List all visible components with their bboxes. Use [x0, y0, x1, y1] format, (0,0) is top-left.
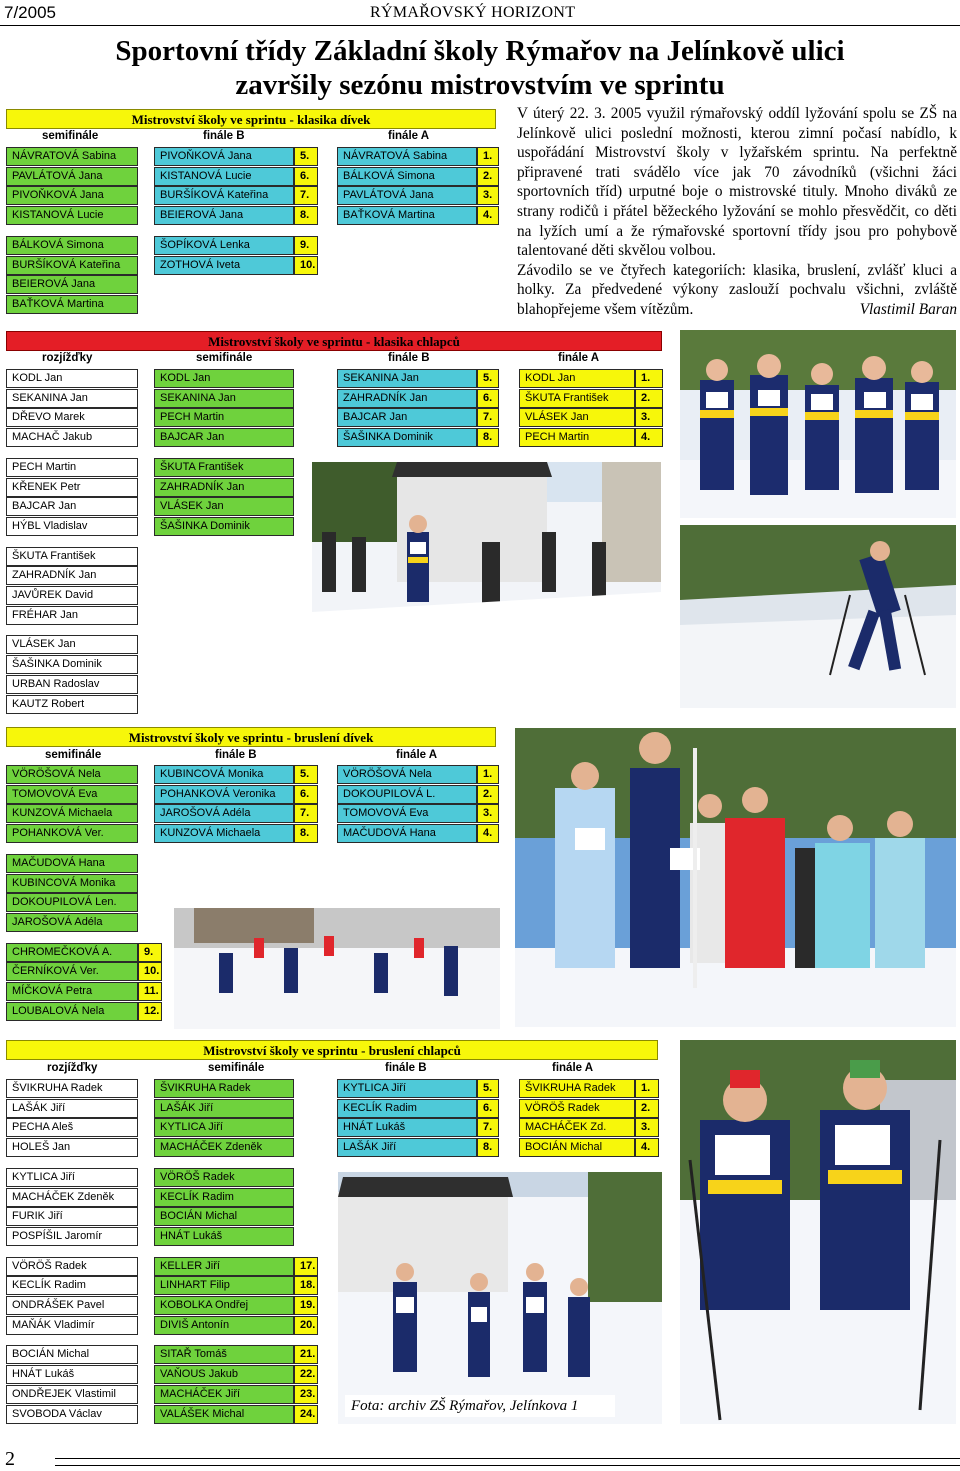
competitor-cell: BURŠÍKOVÁ Kateřina — [6, 256, 138, 275]
rank-cell: 9. — [294, 236, 318, 255]
competitor-cell: MACHÁČEK Jiří — [154, 1385, 294, 1404]
col-head-final-a: finále A — [388, 130, 430, 142]
competitor-cell: KECLÍK Radim — [6, 1276, 138, 1295]
competitor-cell: ŠAŠINKA Dominik — [6, 655, 138, 674]
competitor-cell: KAUTZ Robert — [6, 695, 138, 714]
competitor-cell: ZOTHOVÁ Iveta — [154, 256, 294, 275]
author: Vlastimil Baran — [859, 300, 957, 318]
competitor-cell: VLÁSEK Jan — [154, 497, 294, 516]
competitor-cell: MACHÁČEK Zdeněk — [154, 1138, 294, 1157]
paragraph-1: V úterý 22. 3. 2005 využil rýmařovský oddíl lyžování spolu se ZŠ na Jelínkově ulici poslední možnosti, kterou zimní počasí nabídlo, k uspořádání Mistrovství školy v lyžařském sprintu. Na perfektně připravené trati svádělo více jak 70 závodníků (všichni žáci sportovních tříd) urputné boje o mistrovské tituly. Mnoho diváků ze strany rodičů i přátel běžeckého lyžování se mohlo přesvědčit, co děti na lyžích umí a že rýmařovské sportovní třídy jsou pro pohybově talentované děti skvělou volbou. — [517, 105, 957, 260]
col-head-semifinal: semifinále — [196, 352, 253, 364]
competitor-cell: POSPÍŠIL Jaromír — [6, 1227, 138, 1246]
competitor-cell: NÁVRATOVÁ Sabina — [337, 147, 477, 166]
competitor-cell: HNÁT Lukáš — [6, 1365, 138, 1384]
rank-cell: 3. — [477, 804, 499, 823]
rank-cell: 11. — [138, 982, 162, 1001]
competitor-cell: BAŤKOVÁ Martina — [6, 295, 138, 314]
competitor-cell: KOBOLKA Ondřej — [154, 1296, 294, 1315]
rank-cell: 5. — [477, 1079, 499, 1098]
rank-cell: 17. — [294, 1257, 318, 1276]
competitor-cell: PECHA Aleš — [6, 1118, 138, 1137]
competitor-cell: BOCIÁN Michal — [6, 1345, 138, 1364]
rank-cell: 10. — [138, 962, 162, 981]
competitor-cell: FRÉHAR Jan — [6, 606, 138, 625]
competitor-cell: ONDRÁŠEK Pavel — [6, 1296, 138, 1315]
competitor-cell: HNÁT Lukáš — [337, 1118, 477, 1137]
competitor-cell: LAŠÁK Jiří — [6, 1099, 138, 1118]
rank-cell: 6. — [477, 389, 499, 408]
rank-cell: 7. — [477, 1118, 499, 1137]
rank-cell: 1. — [477, 147, 499, 166]
competitor-cell: BEIEROVÁ Jana — [154, 206, 294, 225]
rank-cell: 22. — [294, 1365, 318, 1384]
rank-cell: 8. — [294, 824, 318, 843]
competitor-cell: KODL Jan — [154, 369, 294, 388]
competitor-cell: ŠVIKRUHA Radek — [519, 1079, 635, 1098]
rank-cell: 12. — [138, 1002, 162, 1021]
competitor-cell: ŠKUTA František — [154, 458, 294, 477]
competitor-cell: PECH Martin — [6, 458, 138, 477]
competitor-cell: ŠOPÍKOVÁ Lenka — [154, 236, 294, 255]
competitor-cell: VÖRÖŠ Radek — [6, 1257, 138, 1276]
competitor-cell: POHANKOVÁ Veronika — [154, 785, 294, 804]
col-head-final-b: finále B — [385, 1062, 427, 1074]
rank-cell: 5. — [477, 369, 499, 388]
rank-cell: 1. — [635, 1079, 659, 1098]
col-head-semifinal: semifinále — [208, 1062, 265, 1074]
paragraph-2-text: Závodilo se ve čtyřech kategoriích: klasika, bruslení, zvlášť kluci a holky. Za předvedené výkony zaslouží pochvalu všichni, zvláště blahopřejeme všem vítězům. — [517, 261, 957, 318]
competitor-cell: PECH Martin — [154, 408, 294, 427]
competitor-cell: JAROŠOVÁ Adéla — [154, 804, 294, 823]
competitor-cell: BOCIÁN Michal — [519, 1138, 635, 1157]
paragraph-2 — [517, 261, 957, 320]
competitor-cell: PIVOŇKOVÁ Jana — [154, 147, 294, 166]
magazine-name: RÝMAŘOVSKÝ HORIZONT — [370, 4, 576, 21]
rank-cell: 1. — [635, 369, 663, 388]
competitor-cell: VÖRÖŠOVÁ Nela — [337, 765, 477, 784]
col-head-heats: rozjížďky — [42, 352, 93, 364]
competitor-cell: KISTANOVÁ Lucie — [6, 206, 138, 225]
rank-cell: 21. — [294, 1345, 318, 1364]
photo-skate-race — [174, 908, 500, 1029]
page-header — [0, 0, 960, 26]
issue-number: 7/2005 — [4, 3, 56, 22]
rank-cell: 6. — [477, 1099, 499, 1118]
rank-cell: 4. — [477, 206, 499, 225]
competitor-cell: PAVLÁTOVÁ Jana — [337, 186, 477, 205]
competitor-cell: BAJCAR Jan — [337, 408, 477, 427]
competitor-cell: PIVOŇKOVÁ Jana — [6, 186, 138, 205]
rank-cell: 2. — [477, 167, 499, 186]
competitor-cell: KISTANOVÁ Lucie — [154, 167, 294, 186]
rank-cell: 9. — [138, 943, 162, 962]
competitor-cell: DOKOUPILOVÁ L. — [337, 785, 477, 804]
table-title: Mistrovství školy ve sprintu - klasika chlapců — [6, 331, 662, 351]
competitor-cell: TOMOVOVÁ Eva — [337, 804, 477, 823]
rank-cell: 8. — [477, 1138, 499, 1157]
rank-cell: 4. — [635, 1138, 659, 1157]
rank-cell: 19. — [294, 1296, 318, 1315]
rank-cell: 24. — [294, 1405, 318, 1424]
col-head-final-b: finále B — [203, 130, 245, 142]
title-line-1: Sportovní třídy Základní školy Rýmařov na Jelínkově ulici — [115, 35, 845, 67]
competitor-cell: DOKOUPILOVÁ Len. — [6, 893, 138, 912]
competitor-cell: ŠVIKRUHA Radek — [6, 1079, 138, 1098]
competitor-cell: KUNZOVÁ Michaela — [6, 804, 138, 823]
col-head-semifinal: semifinále — [45, 749, 102, 761]
rank-cell: 4. — [477, 824, 499, 843]
competitor-cell: BOCIÁN Michal — [154, 1207, 294, 1226]
competitor-cell: VLÁSEK Jan — [6, 635, 138, 654]
footer-rule — [55, 1458, 960, 1466]
competitor-cell: MAČUDOVÁ Hana — [337, 824, 477, 843]
competitor-cell: KODL Jan — [6, 369, 138, 388]
rank-cell: 8. — [477, 428, 499, 447]
competitor-cell: LAŠÁK Jiří — [154, 1099, 294, 1118]
competitor-cell: HOLEŠ Jan — [6, 1138, 138, 1157]
competitor-cell: KODL Jan — [519, 369, 635, 388]
competitor-cell: KECLÍK Radim — [154, 1188, 294, 1207]
competitor-cell: KUNZOVÁ Michaela — [154, 824, 294, 843]
competitor-cell: KYTLICA Jiří — [337, 1079, 477, 1098]
competitor-cell: SEKANINA Jan — [6, 389, 138, 408]
competitor-cell: KECLÍK Radim — [337, 1099, 477, 1118]
rank-cell: 7. — [477, 408, 499, 427]
rank-cell: 2. — [635, 1099, 659, 1118]
rank-cell: 3. — [477, 186, 499, 205]
competitor-cell: FURIK Jiří — [6, 1207, 138, 1226]
competitor-cell: SVOBODA Václav — [6, 1405, 138, 1424]
photo-caption: Fota: archiv ZŠ Rýmařov, Jelínkova 1 — [345, 1395, 615, 1417]
competitor-cell: KYTLICA Jiří — [154, 1118, 294, 1137]
competitor-cell: BAJCAR Jan — [6, 497, 138, 516]
competitor-cell: VALÁŠEK Michal — [154, 1405, 294, 1424]
page-number: 2 — [5, 1448, 15, 1470]
competitor-cell: BAŤKOVÁ Martina — [337, 206, 477, 225]
photo-boys-race — [338, 1172, 662, 1424]
competitor-cell: HÝBL Vladislav — [6, 517, 138, 536]
competitor-cell: LAŠÁK Jiří — [337, 1138, 477, 1157]
table-title: Mistrovství školy ve sprintu - klasika dívek — [6, 109, 496, 129]
competitor-cell: ŠKUTA František — [6, 547, 138, 566]
competitor-cell: MAŇÁK Vladimír — [6, 1316, 138, 1335]
competitor-cell: POHANKOVÁ Ver. — [6, 824, 138, 843]
rank-cell: 2. — [635, 389, 663, 408]
rank-cell: 18. — [294, 1276, 318, 1295]
title-line-2: završily sezónu mistrovstvím ve sprintu — [235, 69, 725, 101]
competitor-cell: KŘENEK Petr — [6, 478, 138, 497]
competitor-cell: CHROMEČKOVÁ A. — [6, 943, 138, 962]
photo-classic-start — [312, 462, 661, 701]
rank-cell: 7. — [294, 186, 318, 205]
competitor-cell: KUBINCOVÁ Monika — [6, 874, 138, 893]
competitor-cell: JAROŠOVÁ Adéla — [6, 913, 138, 932]
competitor-cell: DŘEVO Marek — [6, 408, 138, 427]
col-head-final-a: finále A — [552, 1062, 594, 1074]
competitor-cell: NÁVRATOVÁ Sabina — [6, 147, 138, 166]
rank-cell: 2. — [477, 785, 499, 804]
col-head-semifinal: semifinále — [42, 130, 99, 142]
competitor-cell: MACHAČ Jakub — [6, 428, 138, 447]
article-body — [517, 104, 957, 320]
rank-cell: 20. — [294, 1316, 318, 1335]
competitor-cell: KYTLICA Jiří — [6, 1168, 138, 1187]
competitor-cell: JAVŮREK David — [6, 586, 138, 605]
rank-cell: 1. — [477, 765, 499, 784]
competitor-cell: PAVLÁTOVÁ Jana — [6, 167, 138, 186]
competitor-cell: ČERNÍKOVÁ Ver. — [6, 962, 138, 981]
col-head-final-a: finále A — [558, 352, 600, 364]
col-head-final-b: finále B — [215, 749, 257, 761]
col-head-final-a: finále A — [396, 749, 438, 761]
competitor-cell: BAJCAR Jan — [154, 428, 294, 447]
col-head-heats: rozjížďky — [47, 1062, 98, 1074]
rank-cell: 3. — [635, 1118, 659, 1137]
competitor-cell: ZAHRADNÍK Jan — [6, 566, 138, 585]
col-head-final-b: finále B — [388, 352, 430, 364]
competitor-cell: BEIEROVÁ Jana — [6, 275, 138, 294]
competitor-cell: BÁLKOVÁ Simona — [6, 236, 138, 255]
competitor-cell: VÖRÖŠ Radek — [519, 1099, 635, 1118]
rank-cell: 7. — [294, 804, 318, 823]
competitor-cell: BÁLKOVÁ Simona — [337, 167, 477, 186]
header-rule — [0, 25, 960, 26]
competitor-cell: LINHART Filip — [154, 1276, 294, 1295]
competitor-cell: ŠAŠINKA Dominik — [337, 428, 477, 447]
photo-boys-skate — [680, 1040, 956, 1424]
table-title: Mistrovství školy ve sprintu - bruslení chlapců — [6, 1040, 658, 1060]
photo-girls-start — [680, 330, 956, 518]
competitor-cell: ŠVIKRUHA Radek — [154, 1079, 294, 1098]
competitor-cell: MACHÁČEK Zdeněk — [6, 1188, 138, 1207]
competitor-cell: TOMOVOVÁ Eva — [6, 785, 138, 804]
rank-cell: 4. — [635, 428, 663, 447]
rank-cell: 5. — [294, 147, 318, 166]
photo-skier-sprint — [680, 525, 956, 708]
competitor-cell: PECH Martin — [519, 428, 635, 447]
competitor-cell: MAČUDOVÁ Hana — [6, 854, 138, 873]
rank-cell: 5. — [294, 765, 318, 784]
competitor-cell: HNÁT Lukáš — [154, 1227, 294, 1246]
competitor-cell: VLÁSEK Jan — [519, 408, 635, 427]
competitor-cell: BURŠÍKOVÁ Kateřina — [154, 186, 294, 205]
rank-cell: 10. — [294, 256, 318, 275]
competitor-cell: KUBINCOVÁ Monika — [154, 765, 294, 784]
rank-cell: 6. — [294, 785, 318, 804]
article-title — [60, 34, 900, 102]
competitor-cell: ONDŘEJEK Vlastimil — [6, 1385, 138, 1404]
competitor-cell: MACHÁČEK Zd. — [519, 1118, 635, 1137]
competitor-cell: KELLER Jiří — [154, 1257, 294, 1276]
competitor-cell: VAŇOUS Jakub — [154, 1365, 294, 1384]
competitor-cell: SEKANINA Jan — [337, 369, 477, 388]
competitor-cell: URBAN Radoslav — [6, 675, 138, 694]
competitor-cell: ŠAŠINKA Dominik — [154, 517, 294, 536]
rank-cell: 23. — [294, 1385, 318, 1404]
competitor-cell: SITAŘ Tomáš — [154, 1345, 294, 1364]
competitor-cell: MÍČKOVÁ Petra — [6, 982, 138, 1001]
competitor-cell: ZAHRADNÍK Jan — [154, 478, 294, 497]
competitor-cell: DIVIŠ Antonín — [154, 1316, 294, 1335]
competitor-cell: SEKANINA Jan — [154, 389, 294, 408]
rank-cell: 3. — [635, 408, 663, 427]
photo-girls-group — [515, 728, 956, 1027]
competitor-cell: LOUBALOVÁ Nela — [6, 1002, 138, 1021]
rank-cell: 8. — [294, 206, 318, 225]
rank-cell: 6. — [294, 167, 318, 186]
competitor-cell: ZAHRADNÍK Jan — [337, 389, 477, 408]
table-title: Mistrovství školy ve sprintu - bruslení dívek — [6, 727, 496, 747]
competitor-cell: VÖRÖŠOVÁ Nela — [6, 765, 138, 784]
competitor-cell: ŠKUTA František — [519, 389, 635, 408]
competitor-cell: VÖRÖŠ Radek — [154, 1168, 294, 1187]
